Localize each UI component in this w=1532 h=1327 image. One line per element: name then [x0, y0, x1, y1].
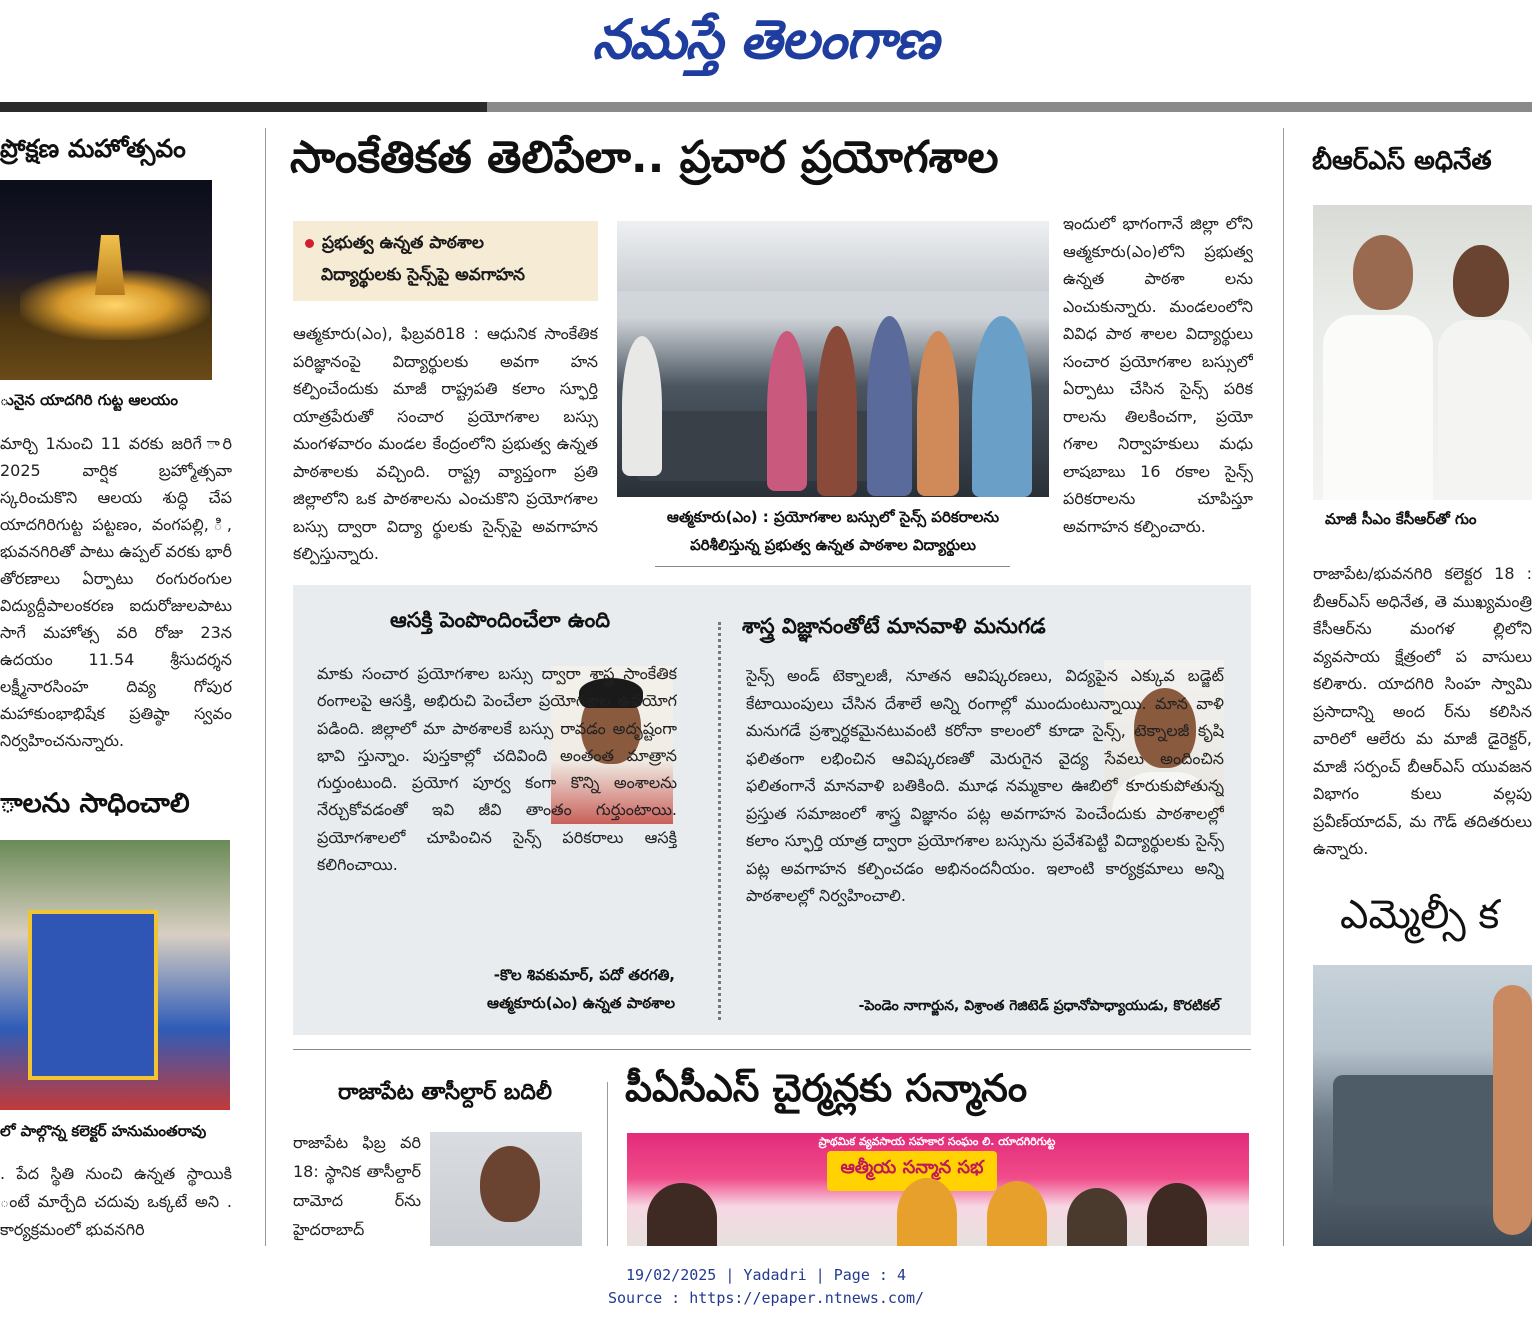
right-headline-2: ఎమ్మెల్సీ క — [1340, 892, 1500, 938]
bus-photo-caption-1: ఆత్మకూరు(ఎం) : ప్రయోగశాల బస్సులో సైన్స్ పరికరాలను — [666, 508, 1000, 526]
main-headline: సాంకేతికత తెలిపేలా.. ప్రచార ప్రయోగశాల — [290, 132, 999, 183]
masthead-rule-grey — [487, 102, 1532, 112]
bus-photo-caption-2: పరిశీలిస్తున్న ప్రభుత్వ ఉన్నత పాఠశాల విద్యార్థులు — [690, 536, 976, 554]
chairman-figure — [647, 1183, 717, 1246]
left-story-1: మార్చి 1నుంచి 11 వరకు జరిగే ారి 2025 వార్షిక బ్రహ్మోత్సవా స్కరించుకొని ఆలయ శుద్ధి చేప యాదగిరిగుట్ట పట్టణం, వంగపల్లి, ి, భువనగిరితో పాటు ఉప్పల్ వరకు భారీ తోరణాలు ఏర్పాటు రంగురంగుల విద్యుద్దీపాలంకరణ ఐదురోజులపాటు సాగే మహోత్స వరి రోజు 23న ఉదయం 11.54 శ్రీసుదర్శన లక్ష్మీనారసింహ దివ్య గోపుర మహాకుంభాభిషేక ప్రతిష్ఠా స్వవం నిర్వహించనున్నారు. — [0, 434, 232, 750]
left-headline-1: ప్రోక్షణ మహోత్సవం — [0, 134, 186, 163]
chairman-figure — [897, 1178, 957, 1246]
highlight-line-2: విద్యార్థులకు సైన్స్‌పై అవగాహన — [321, 265, 525, 285]
temple-photo-caption: ునైన యాదగిరి గుట్ట ఆలయం — [0, 391, 178, 409]
kcr-photo-caption: మాజీ సీఎం కేసీఆర్‌తో గుం — [1325, 510, 1477, 528]
footer-date-edition: 19/02/2025 | Yadadri | Page : 4 — [626, 1266, 906, 1284]
chairman-figure — [1067, 1188, 1127, 1246]
red-bullet-icon — [305, 239, 314, 248]
ambedkar-tribute-photo — [0, 840, 230, 1110]
bottom-column-divider — [607, 1082, 608, 1246]
column-divider-left — [265, 128, 266, 1246]
section-divider — [293, 1049, 1251, 1050]
pacs-headline: పీఏసీఎస్ చైర్మన్లకు సన్మానం — [625, 1066, 1028, 1110]
quote-right-attribution: -పెండెం నాగార్జున, విశ్రాంత గెజిటెడ్ ప్రధానోపాధ్యాయుడు, కొరటికల్ — [858, 998, 1220, 1014]
visitor-shirt — [1438, 320, 1532, 500]
transfer-story-body: రాజాపేట ఫిబ్ర వరి 18: స్థానిక తాసీల్దార్ దామోద ర్‌ను హైదరాబాద్ — [293, 1133, 421, 1239]
story-highlight-box — [293, 221, 598, 301]
masthead — [0, 0, 1532, 100]
masthead-rule-dark — [0, 102, 487, 112]
right-story: రాజాపేట/భువనగిరి కలెక్టర 18 : బీఆర్ఎస్ అధినేత, తె ముఖ్యమంత్రి కేసీఆర్‌ను మంగళ ల్లిలోని వ్యవసాయ క్షేత్రంలో ప వాసులు కలిశారు. యాదగిరి సింహ స్వామి ప్రసాదాన్ని అంద ర్‌ను కలిసిన వారిలో ఆలేరు మ మాజీ డైరెక్టర్, మాజీ సర్పంచ్ బీఆర్ఎస్ యువజన విభాగం కులు వల్లపు ప్రవీణ్‌యాదవ్, మ గౌడ్ తదితరులు ఉన్నారు. — [1313, 564, 1532, 858]
highlight-text-1: ప్రభుత్వ ఉన్నత పాఠశాల — [322, 233, 484, 253]
quote-left-headline: ఆసక్తి పెంపొందించేలా ఉంది — [389, 608, 611, 632]
quote-right-headline: శాస్త్ర విజ్ఞానంతోటే మానవాళి మనుగడ — [742, 614, 1046, 638]
quote-left-attribution-2: ఆత్మకూరు(ఎం) ఉన్నత పాఠశాల — [487, 994, 675, 1012]
right-headline-1: బీఆర్ఎస్ అధినేత — [1312, 146, 1492, 176]
student-figure — [767, 331, 807, 491]
mlc-campaign-photo — [1313, 965, 1532, 1246]
quote-right-body: సైన్స్ అండ్ టెక్నాలజీ, నూతన ఆవిష్కరణలు, విద్యపైన ఎక్కువ బడ్జెట్ కేటాయింపులు చేసిన దేశాలే అన్ని రంగాల్లో ముందుంటున్నాయి. మాన వాళి మనుగడే ప్రశ్నార్థకమైనటువంటి కరోనా కాలంలో కూడా సైన్స్, టెక్నాలజీ కృషి ఫలితంగా లభించిన ఆవిష్కరణతో మెరుగైన వైద్య సేవలు అందించిన ఫలితంగానే మానవాళి బతికింది. మూఢ నమ్మకాల ఊబిలో కూరుకుపోతున్న ప్రస్తుత సమాజంలో శాస్త్ర విజ్ఞానం పట్ల అవగాహన పెంచేందుకు పాఠశాలల్లో కలాం స్ఫూర్తి యాత్ర ద్వారా ప్రయోగశాల బస్సును ప్రవేశపెట్టి విద్యార్థులకు సైన్స్ పట్ల అవగాహన కల్పించడం అభినందనీయం. ఇలాంటి కార్యక్రమాలు అన్ని పాఠశాలల్లో నిర్వహించాలి. — [746, 666, 1224, 905]
chairman-figure — [987, 1181, 1047, 1246]
bus-ceiling — [617, 221, 1049, 291]
transfer-headline: రాజాపేట తాసీల్దార్ బదిలీ — [337, 1080, 553, 1105]
teacher-figure — [972, 316, 1032, 497]
tahsildar-face — [480, 1146, 540, 1222]
quotes-divider — [718, 622, 721, 1020]
left-headline-2: ాలను సాధించాలి — [0, 788, 190, 819]
main-story-body: ఆత్మకూరు(ఎం), ఫిబ్రవరి18 : ఆధునిక సాంకేతిక పరిజ్ఞానంపై విద్యార్థులకు అవగా హన కల్పించేందుకు మాజీ రాష్ట్రపతి కలాం స్ఫూర్తి యాత్రపేరుతో సంచార ప్రయోగశాల బస్సు మంగళవారం మండల కేంద్రంలోని ప్రభుత్వ ఉన్నత పాఠశాలకు వచ్చింది. రాష్ట్ర వ్యాప్తంగా ప్రతి జిల్లాలోని ఒక పాఠశాలను ఎంచుకొని ప్రయోగశాల బస్సు ద్వారా విద్యా ర్థులకు సైన్స్‌పై అవగాహన కల్పిస్తున్నారు. — [293, 324, 598, 563]
newspaper-logo: నమస్తే తెలంగాణ — [592, 8, 938, 71]
robot-figure — [622, 336, 662, 476]
leader-shirt — [1323, 315, 1433, 500]
supporter-arm — [1493, 985, 1532, 1235]
car-window — [1333, 1075, 1503, 1205]
column-divider-right — [1283, 128, 1284, 1246]
footer-source[interactable]: Source : https://epaper.ntnews.com/ — [607, 1289, 925, 1307]
pacs-banner-text: ఆత్మీయ సన్మాన సభ — [840, 1157, 984, 1178]
leader-face — [1353, 235, 1413, 310]
tahsildar-portrait — [430, 1132, 582, 1246]
student-figure — [817, 326, 857, 496]
quote-left-body: మాకు సంచార ప్రయోగశాల బస్సు ద్వారా శాస్త్ర సాంకేతిక రంగాలపై ఆసక్తి, అభిరుచి పెంచేలా ప్రయోగశాల ఉపయోగ పడింది. జిల్లాలో మా పాఠశాలకే బస్సు రావడం అదృష్టంగా భావి స్తున్నాం. పుస్తకాల్లో చదివింది అంతంత మాత్రాన గుర్తుంటుంది. ప్రయోగ పూర్వ కంగా కొన్ని అంశాలను నేర్చుకోవడంతో ఇవి జీవి తాంతం గుర్తుంటాయి. ప్రయోగశాలలో చూపించిన సైన్స్ పరికరాలు ఆసక్తి కలిగించాయి. — [317, 664, 677, 875]
visitor-face — [1453, 245, 1509, 317]
left-story-2: . పేద స్థితి నుంచి ఉన్నత స్థాయికి ంటే మార్చేది చదువు ఒక్కటే అని . కార్యక్రమంలో భువనగిరి — [0, 1164, 232, 1239]
temple-gopuram — [95, 235, 125, 295]
pacs-banner-top: ప్రాథమిక వ్యవసాయ సహకార సంఘం లి. యాదగిరిగుట్ట — [818, 1135, 1056, 1148]
highlight-line-1 — [305, 233, 484, 257]
science-bus-photo — [617, 221, 1049, 497]
portrait-frame — [28, 910, 158, 1080]
pacs-felicitation-photo — [627, 1133, 1249, 1246]
caption-underline — [655, 566, 1010, 567]
tribute-photo-caption: లో పాల్గొన్న కలెక్టర్ హనుమంతరావు — [0, 1122, 207, 1140]
chairman-figure — [1147, 1183, 1207, 1246]
student-figure — [917, 331, 959, 496]
student-figure — [867, 316, 912, 496]
quote-left-attribution-1: -కొల శివకుమార్, పదో తరగతి, — [493, 966, 675, 984]
main-story-body-right: ఇందులో భాగంగానే జిల్లా లోని ఆత్మకూరు(ఎం)లోని ప్రభుత్వ ఉన్నత పాఠశా లను ఎంచుకున్నారు. మండలంలోని వివిధ పాఠ శాలల విద్యార్థులు సంచార ప్రయోగశాల బస్సులో ఏర్పాటు చేసిన సైన్స్ పరిక రాలను తిలకించగా, ప్రయో గశాల నిర్వాహకులు మధు లాషబాబు 16 రకాల సైన్స్ పరికరాలను చూపిస్తూ అవగాహన కల్పించారు. — [1063, 214, 1253, 536]
temple-photo — [0, 180, 212, 380]
kcr-meeting-photo — [1313, 205, 1532, 500]
